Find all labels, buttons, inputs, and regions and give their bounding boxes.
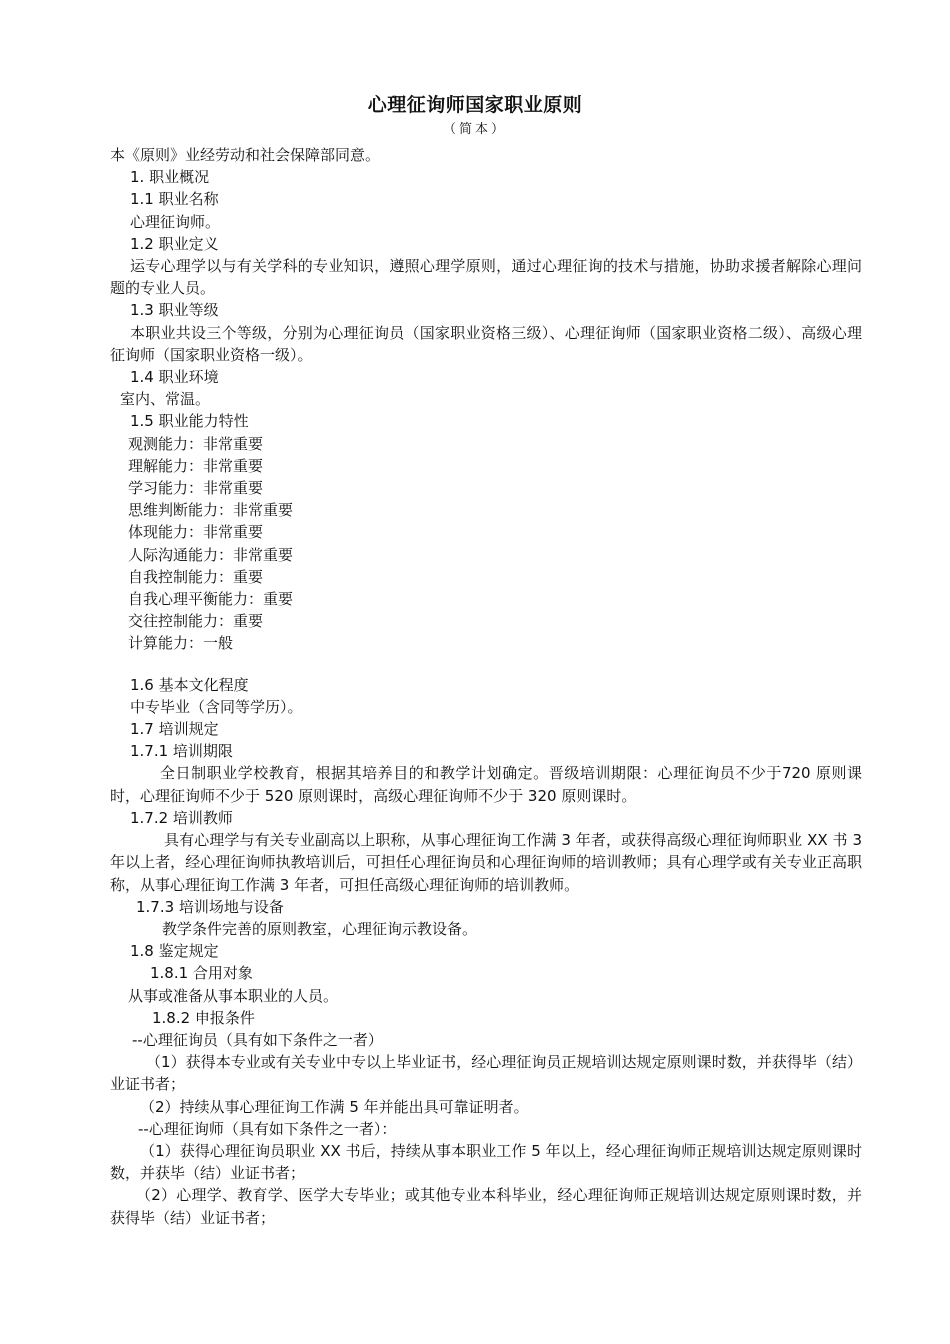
paragraph-occupation-name: 心理征询师。 bbox=[130, 212, 221, 231]
ability-item: 理解能力：非常重要 bbox=[128, 456, 264, 475]
condition-item: （2）持续从事心理征询工作满 5 年并能出具可靠证明者。 bbox=[140, 1097, 529, 1116]
paragraph-training-teachers: 具有心理学与有关专业副高以上职称，从事心理征询工作满 3 年者，或获得高级心理征询师职业 XX 书 3 年以上者，经心理征询师执教培训后，可担任心理征询员和心理征询师的培训教师；具有心理学或有关专业正高职称，从事心理征询工作满 3 年者，可担任高级心理征询师的培训教师。 bbox=[110, 831, 862, 894]
ability-item: 计算能力：一般 bbox=[128, 634, 234, 653]
ability-item: 思维判断能力：非常重要 bbox=[128, 501, 294, 520]
heading-1-3: 1.3 职业等级 bbox=[130, 301, 219, 320]
ability-item: 体现能力：非常重要 bbox=[128, 523, 264, 542]
paragraph-training-facilities: 教学条件完善的原则教室，心理征询示教设备。 bbox=[162, 919, 478, 938]
paragraph-environment: 室内、常温。 bbox=[120, 390, 211, 409]
heading-1-7-3: 1.7.3 培训场地与设备 bbox=[136, 897, 284, 916]
condition-item: （1）获得本专业或有关专业中专以上毕业证书，经心理征询员正规培训达规定原则课时数，并获得毕（结）业证书者； bbox=[110, 1053, 862, 1094]
ability-item: 学习能力：非常重要 bbox=[128, 479, 264, 498]
document-title: 心理征询师国家职业原则 bbox=[367, 94, 583, 116]
document-body bbox=[110, 144, 862, 1229]
heading-1-2: 1.2 职业定义 bbox=[130, 234, 219, 253]
condition-item: （2）心理学、教育学、医学大专毕业；或其他专业本科毕业，经心理征询师正规培训达规定原则课时数，并获得毕（结）业证书者； bbox=[110, 1186, 862, 1227]
document-subtitle: （简本） bbox=[442, 122, 507, 137]
ability-item: 观测能力：非常重要 bbox=[128, 434, 264, 453]
paragraph-occupation-levels: 本职业共设三个等级，分别为心理征询员（国家职业资格三级）、心理征询师（国家职业资格二级）、高级心理征询师（国家职业资格一级）。 bbox=[110, 323, 862, 364]
heading-1-5: 1.5 职业能力特性 bbox=[130, 412, 249, 431]
ability-item: 交往控制能力：重要 bbox=[128, 612, 264, 631]
condition-group-consultant: --心理征询员（具有如下条件之一者） bbox=[132, 1030, 383, 1049]
paragraph-approval: 本《原则》业经劳动和社会保障部同意。 bbox=[110, 146, 381, 164]
paragraph-occupation-definition: 运专心理学以与有关学科的专业知识，遵照心理学原则，通过心理征询的技术与措施，协助求援者解除心理问题的专业人员。 bbox=[110, 257, 862, 298]
heading-1-7: 1.7 培训规定 bbox=[130, 720, 219, 739]
ability-item: 自我心理平衡能力：重要 bbox=[128, 590, 294, 609]
heading-1-6: 1.6 基本文化程度 bbox=[130, 675, 249, 694]
paragraph-applicable-persons: 从事或准备从事本职业的人员。 bbox=[128, 986, 339, 1005]
heading-1-8: 1.8 鉴定规定 bbox=[130, 942, 219, 961]
heading-1: 1. 职业概况 bbox=[130, 168, 210, 187]
paragraph-education: 中专毕业（含同等学历）。 bbox=[130, 697, 303, 716]
heading-1-8-1: 1.8.1 合用对象 bbox=[150, 964, 253, 983]
condition-item: （1）获得心理征询员职业 XX 书后，持续从事本职业工作 5 年以上，经心理征询师正规培训达规定原则课时数，并获毕（结）业证书者； bbox=[110, 1141, 862, 1183]
ability-item: 自我控制能力：重要 bbox=[128, 567, 264, 586]
ability-item: 人际沟通能力：非常重要 bbox=[128, 545, 294, 564]
heading-1-8-2: 1.8.2 申报条件 bbox=[152, 1008, 255, 1027]
heading-1-1: 1.1 职业名称 bbox=[130, 190, 219, 209]
condition-group-counselor: --心理征询师（具有如下条件之一者）： bbox=[138, 1119, 397, 1138]
paragraph-training-period: 全日制职业学校教育，根据其培养目的和教学计划确定。晋级培训期限：心理征询员不少于720 原则课时，心理征询师不少于 520 原则课时，高级心理征询师不少于 320 原则课时。 bbox=[110, 764, 862, 805]
blank-line bbox=[110, 655, 862, 674]
heading-1-7-2: 1.7.2 培训教师 bbox=[130, 808, 233, 827]
heading-1-7-1: 1.7.1 培训期限 bbox=[130, 742, 233, 761]
heading-1-4: 1.4 职业环境 bbox=[130, 368, 219, 387]
